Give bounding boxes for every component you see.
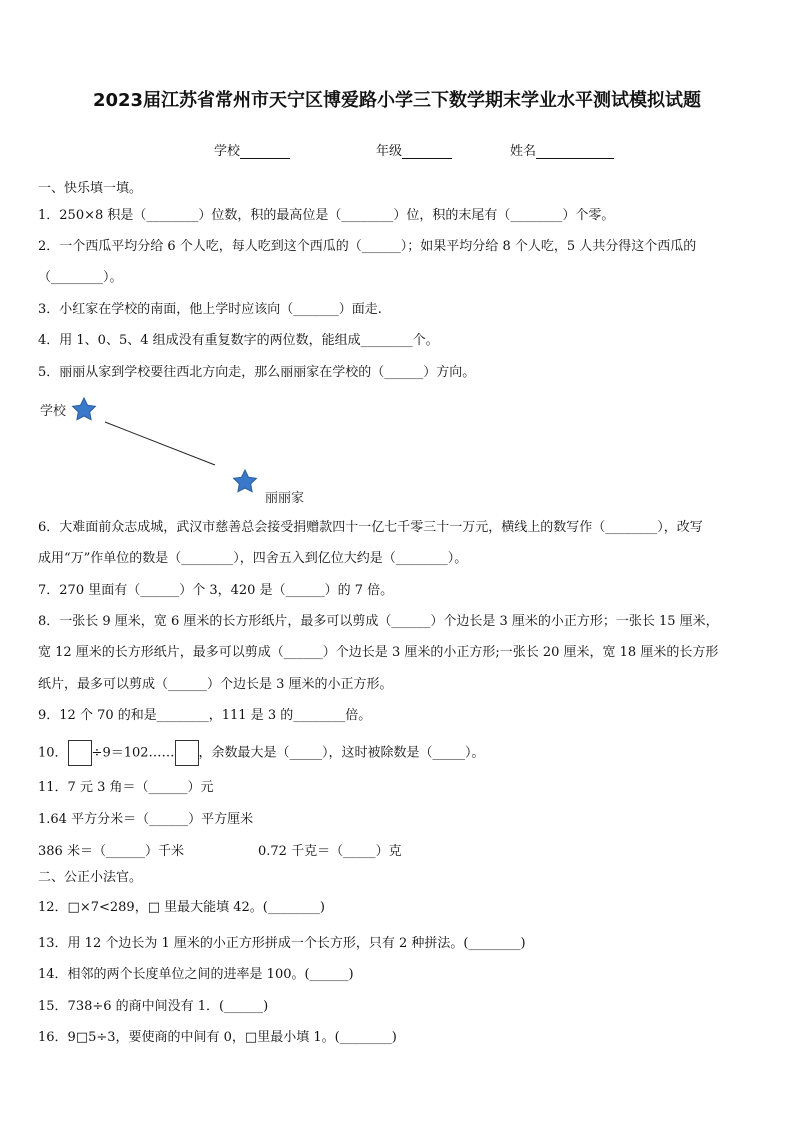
question-11: 11．7 元 3 角＝（______）元 xyxy=(38,780,214,795)
question-4: 4．用 1、0、5、4 组成没有重复数字的两位数，能组成________个。 xyxy=(38,333,439,348)
question-11-d: 0.72 千克＝（_____）克 xyxy=(258,844,402,859)
question-3: 3．小红家在学校的南面，他上学时应该向（_______）面走. xyxy=(38,302,382,317)
question-11-c: 386 米＝（______）千米 xyxy=(38,844,184,859)
question-10-number: 10． xyxy=(38,745,68,761)
question-15: 15．738÷6 的商中间没有 1．(______) xyxy=(38,999,269,1014)
question-9: 9．12 个 70 的和是________，111 是 3 的________倍。 xyxy=(38,708,372,723)
question-8-cont-1: 宽 12 厘米的长方形纸片，最多可以剪成（______）个边长是 3 厘米的小正方形;一张长 20 厘米，宽 18 厘米的长方形 xyxy=(38,645,719,660)
school-star-icon xyxy=(73,398,96,420)
school-label-diagram: 学校 xyxy=(40,404,67,419)
question-11-b: 1.64 平方分米＝（______）平方厘米 xyxy=(38,812,254,827)
question-6: 6．大难面前众志成城，武汉市慈善总会接受捐赠款四十一亿七千零三十一万元，横线上的数写作（________），改写 xyxy=(38,520,703,535)
home-label-diagram: 丽丽家 xyxy=(265,491,305,506)
name-blank[interactable] xyxy=(536,144,614,159)
question-7: 7．270 里面有（______）个 3，420 是（______）的 7 倍。 xyxy=(38,583,394,598)
question-5: 5．丽丽从家到学校要往西北方向走，那么丽丽家在学校的（______）方向。 xyxy=(38,365,476,380)
name-field xyxy=(510,140,614,159)
question-2-cont: （________）。 xyxy=(38,270,123,285)
page-title: 2023届江苏省常州市天宁区博爱路小学三下数学期末学业水平测试模拟试题 xyxy=(92,90,702,111)
question-2: 2．一个西瓜平均分给 6 个人吃，每人吃到这个西瓜的（______）；如果平均分给 8 个人吃，5 人共分得这个西瓜的 xyxy=(38,239,697,254)
question-10-mid: ÷9＝102…… xyxy=(91,745,175,761)
question-14: 14．相邻的两个长度单位之间的进率是 100。(______) xyxy=(38,967,354,982)
dividend-box[interactable] xyxy=(68,740,92,766)
question-10-end: ，余数最大是（_____），这时被除数是（_____）。 xyxy=(198,745,485,761)
school-label: 学校 xyxy=(214,144,241,159)
question-8-cont-2: 纸片，最多可以剪成（______）个边长是 3 厘米的小正方形。 xyxy=(38,677,393,692)
grade-label: 年级 xyxy=(376,144,403,159)
diagram-svg xyxy=(0,390,794,510)
school-blank[interactable] xyxy=(240,144,290,159)
question-10 xyxy=(38,740,485,766)
section-heading-1: 一、快乐填一填。 xyxy=(38,181,143,196)
remainder-box[interactable] xyxy=(175,740,199,766)
question-13: 13．用 12 个边长为 1 厘米的小正方形拼成一个长方形，只有 2 种拼法。(________) xyxy=(38,936,526,951)
question-16: 16．9□5÷3，要使商的中间有 0，□里最小填 1。(________) xyxy=(38,1030,397,1045)
question-6-cont: 成用“万”作单位的数是（________），四舍五入到亿位大约是（________）。 xyxy=(38,551,468,566)
section-heading-2: 二、公正小法官。 xyxy=(38,870,143,885)
question-12: 12．□×7<289，□ 里最大能填 42。(________) xyxy=(38,900,325,915)
grade-blank[interactable] xyxy=(402,144,452,159)
name-label: 姓名 xyxy=(510,144,537,159)
path-line xyxy=(105,422,215,465)
question-8: 8．一张长 9 厘米，宽 6 厘米的长方形纸片，最多可以剪成（______）个边长是 3 厘米的小正方形；一张长 15 厘米， xyxy=(38,614,719,629)
grade-field xyxy=(376,140,452,159)
school-field xyxy=(214,140,290,159)
question-1: 1．250×8 积是（________）位数，积的最高位是（________）位，积的末尾有（________）个零。 xyxy=(38,208,615,223)
direction-diagram xyxy=(0,390,794,510)
home-star-icon xyxy=(234,470,257,492)
